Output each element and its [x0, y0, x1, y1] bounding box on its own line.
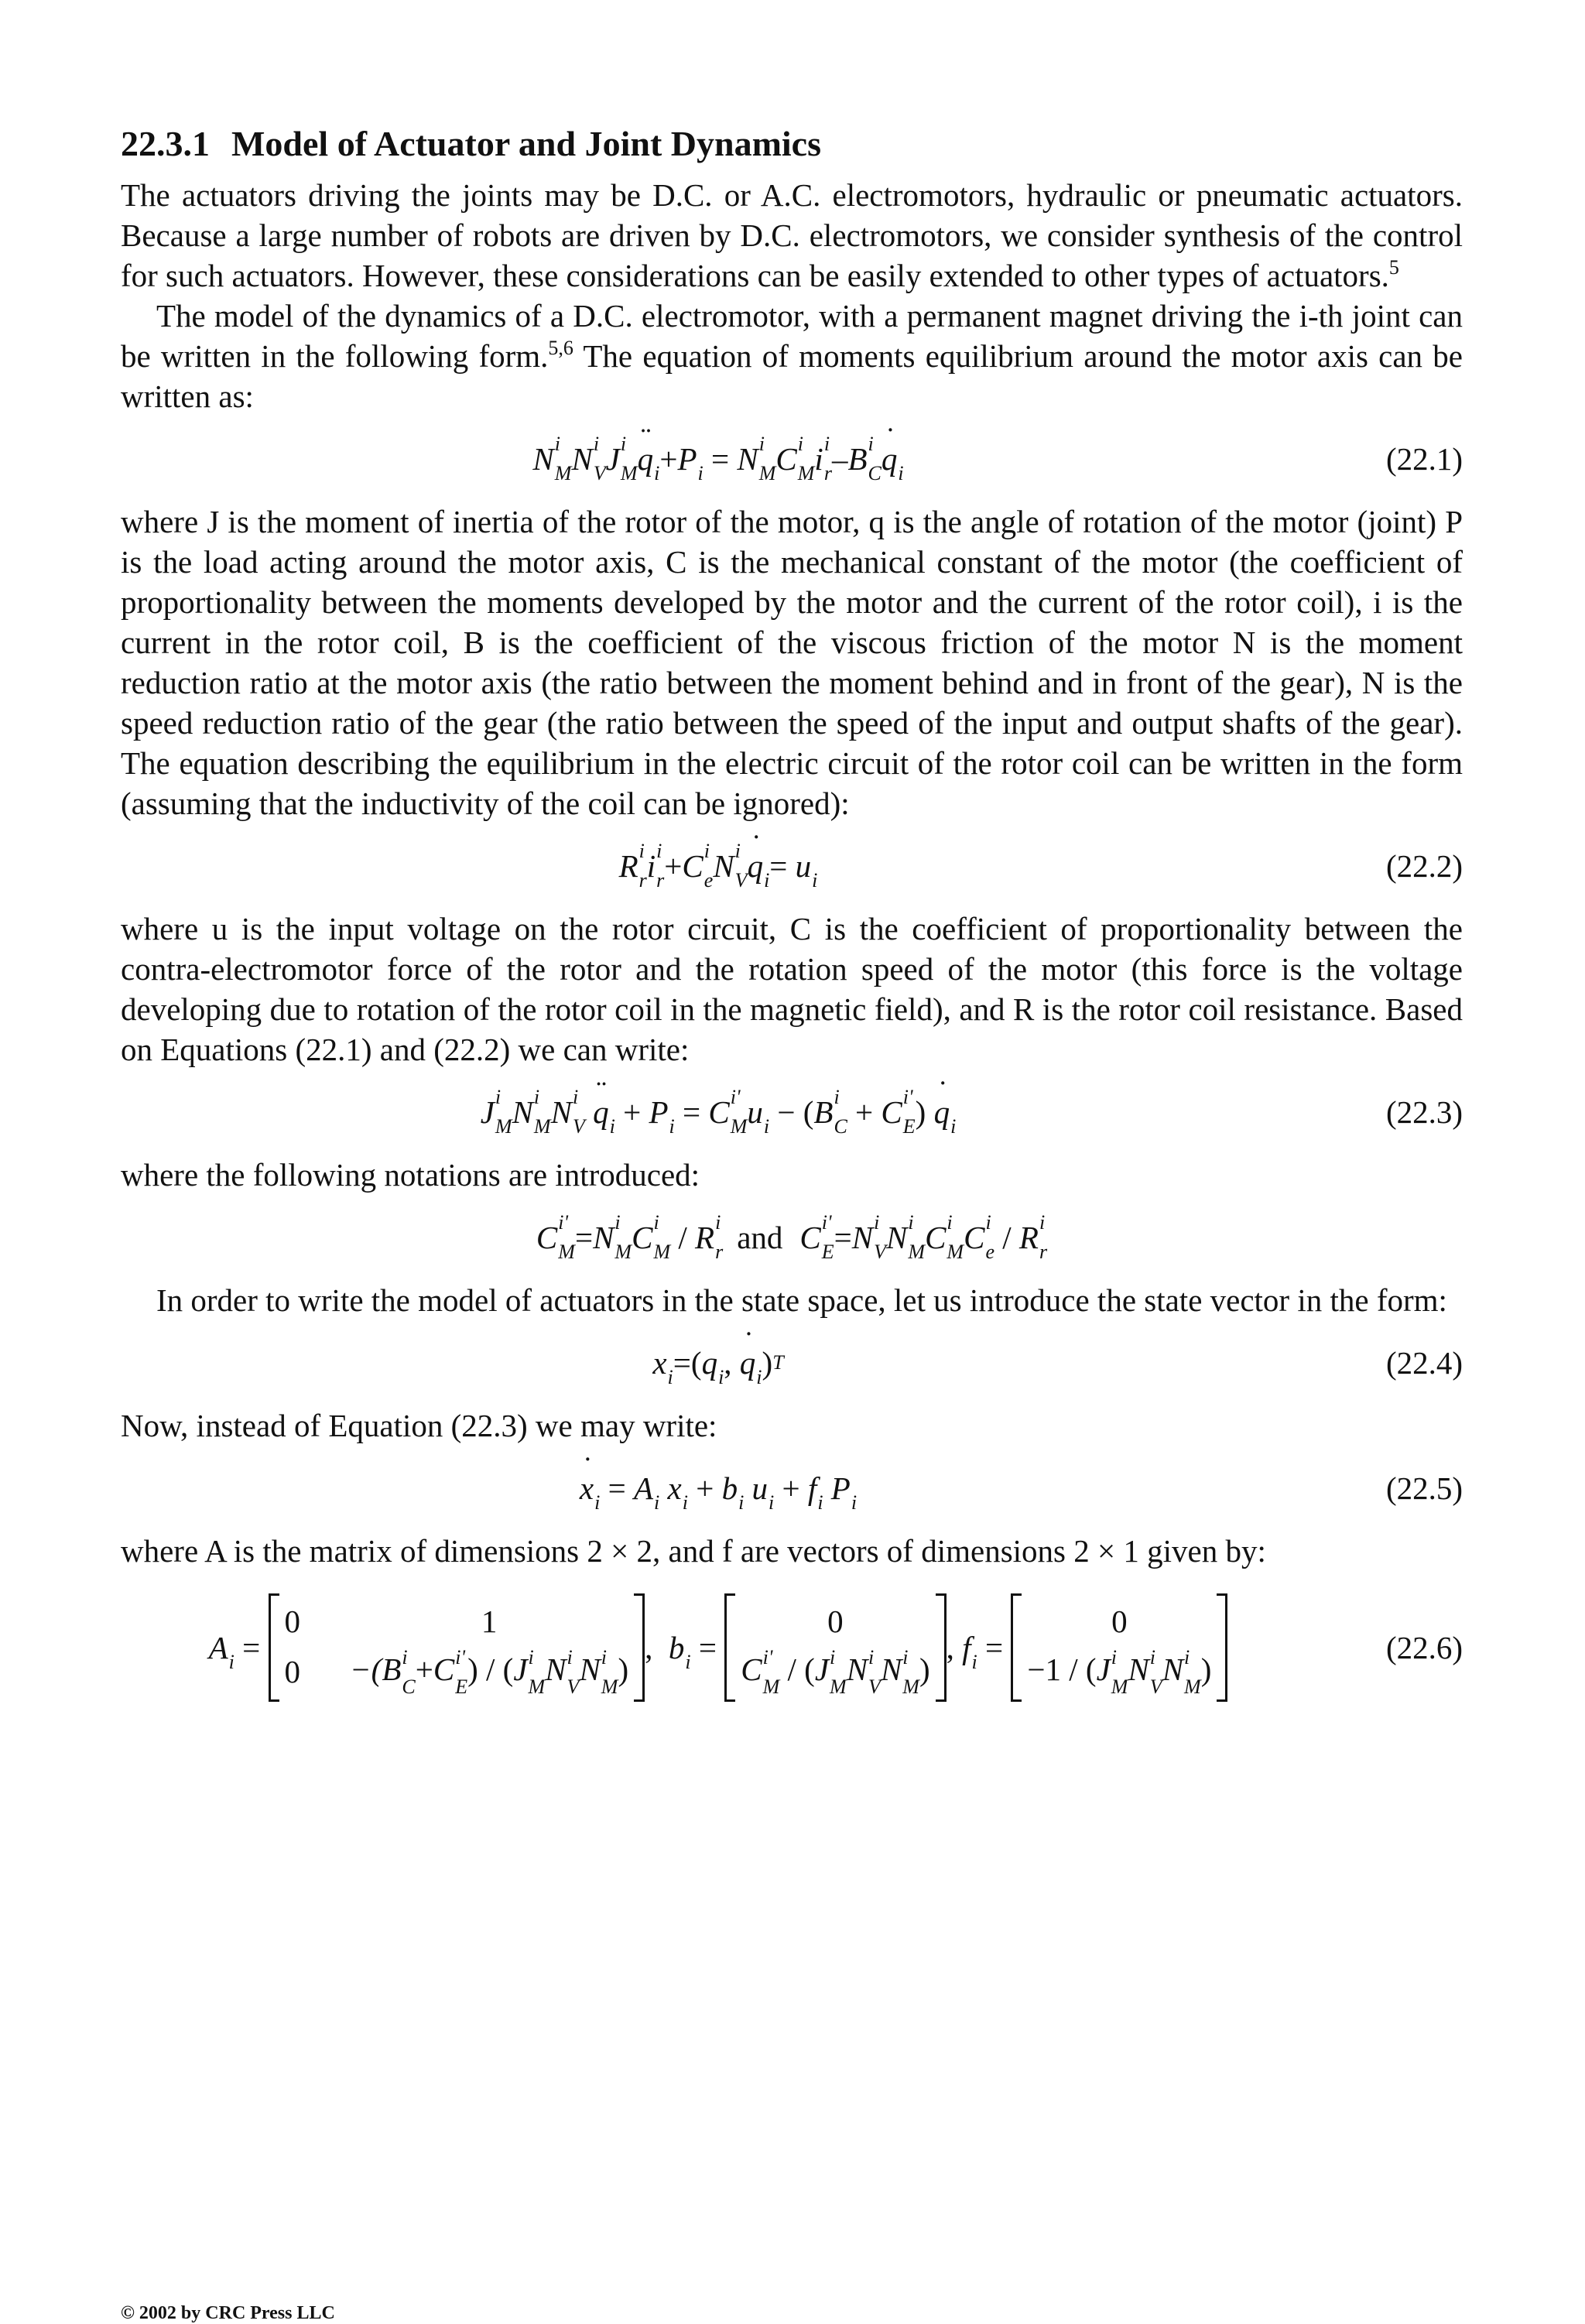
paragraph-2-text-b: The equation of moments equilibrium around the motor axis can be written as:	[121, 338, 1463, 414]
equation-expression: x i =( q i , ˙ q i ) T	[121, 1320, 1316, 1405]
vector-b-body: 0 C i' M / (J i M N i V N i M )	[724, 1595, 946, 1701]
paragraph-5: where the following notations are introduced:	[121, 1157, 700, 1193]
copyright-footer: © 2002 by CRC Press LLC	[121, 2303, 335, 2323]
matrix-a: A i = 0 1 0 −(B i C +C i' E ) / (J i M N i V N i M ) ,	[209, 1595, 669, 1701]
paragraph-6: In order to write the model of actuators in the state space, let us introduce the state vector in the form:	[156, 1282, 1447, 1318]
equation-expression	[121, 1582, 1316, 1713]
equation-number: (22.6)	[1385, 1630, 1463, 1665]
equation-expression: ˙ x i = A i x i + b i u i + f i P i	[121, 1446, 1316, 1531]
section-heading	[121, 122, 1463, 166]
paragraph-4: where u is the input voltage on the rotor circuit, C is the coefficient of proportionality between the contra-electromotor force of the rotor and the rotation speed of the motor (this force is the voltage developing due to rotation of the rotor coil in the magnetic field), and R is the rotor coil resistance. Based on Equations (22.1) and (22.2) we can write:	[121, 911, 1463, 1067]
paragraph-1	[121, 175, 1463, 296]
paragraph-8: where A is the matrix of dimensions 2 × 2, and f are vectors of dimensions 2 × 1 given by:	[121, 1533, 1266, 1569]
equation-number: (22.3)	[1385, 1094, 1463, 1130]
vector-f: f i = 0 −1 / (J i M N i V N i M )	[962, 1595, 1227, 1701]
equation-expression: N i M N i V J i M ¨ q i + P i = N i M C i M i i r – B i C ˙ q i	[121, 416, 1316, 501]
page-content	[121, 122, 1463, 1713]
equation-expression: J i M N i M N i V ¨ q i + P i = C i' M u i − ( B i C + C i' E ) ˙ q i	[121, 1070, 1316, 1155]
paragraph-7: Now, instead of Equation (22.3) we may write:	[121, 1408, 717, 1443]
equation-22-3	[121, 1070, 1463, 1155]
citation-ref: 5,6	[548, 337, 573, 359]
equation-number: (22.4)	[1385, 1345, 1463, 1381]
vector-b: b i = 0 C i' M / (J i M N i V N i M ) ,	[669, 1595, 962, 1701]
section-title: Model of Actuator and Joint Dynamics	[231, 124, 821, 163]
citation-ref: 5	[1388, 256, 1399, 279]
equation-expression: C i' M = N i M C i M / R i r and C i' E = N i V N i M C i M C i e / R i r	[536, 1211, 1048, 1263]
paragraph-2-text-a: The model of the dynamics of a D.C. electromotor, with a permanent magnet driving the i-th joint can be written in the following form.	[121, 298, 1463, 374]
matrix-a-body: 0 1 0 −(B i C +C i' E ) / (J i M N i V N i M )	[269, 1595, 645, 1701]
equation-22-1	[121, 416, 1463, 501]
vector-f-body: 0 −1 / (J i M N i V N i M )	[1011, 1595, 1227, 1701]
equation-22-5	[121, 1446, 1463, 1531]
equation-22-6	[121, 1582, 1463, 1713]
equation-expression: R i r i i r + C i e N i V ˙ q i = u i	[121, 823, 1316, 909]
section-number: 22.3.1	[121, 124, 210, 163]
paragraph-3: where J is the moment of inertia of the rotor of the motor, q is the angle of rotation of the motor (joint) P is the load acting around the motor axis, C is the mechanical constant of the motor (the coefficient of proportionality between the moments developed by the motor and the current of the rotor coil), i is the current in the rotor coil, B is the coefficient of the viscous friction of the motor N is the moment reduction ratio at the motor axis (the ratio between the moment behind and in front of the gear), N is the speed reduction ratio of the gear (the ratio between the speed of the input and output shafts of the gear). The equation describing the equilibrium in the electric circuit of the rotor coil can be written in the form (assuming that the inductivity of the coil can be ignored):	[121, 504, 1463, 821]
equation-number: (22.5)	[1385, 1470, 1463, 1506]
notation-definitions	[121, 1195, 1463, 1280]
and-word: and	[737, 1220, 783, 1255]
equation-number: (22.1)	[1385, 441, 1463, 477]
equation-22-2	[121, 823, 1463, 909]
paragraph-1-text: The actuators driving the joints may be D.C. or A.C. electromotors, hydraulic or pneumatic actuators. Because a large number of robots are driven by D.C. electromotors, we consider synthesis of the control for such actuators. However, these considerations can be easily extended to other types of actuators.	[121, 177, 1463, 293]
equation-22-4	[121, 1320, 1463, 1405]
paragraph-2	[121, 296, 1463, 416]
equation-number: (22.2)	[1385, 848, 1463, 884]
